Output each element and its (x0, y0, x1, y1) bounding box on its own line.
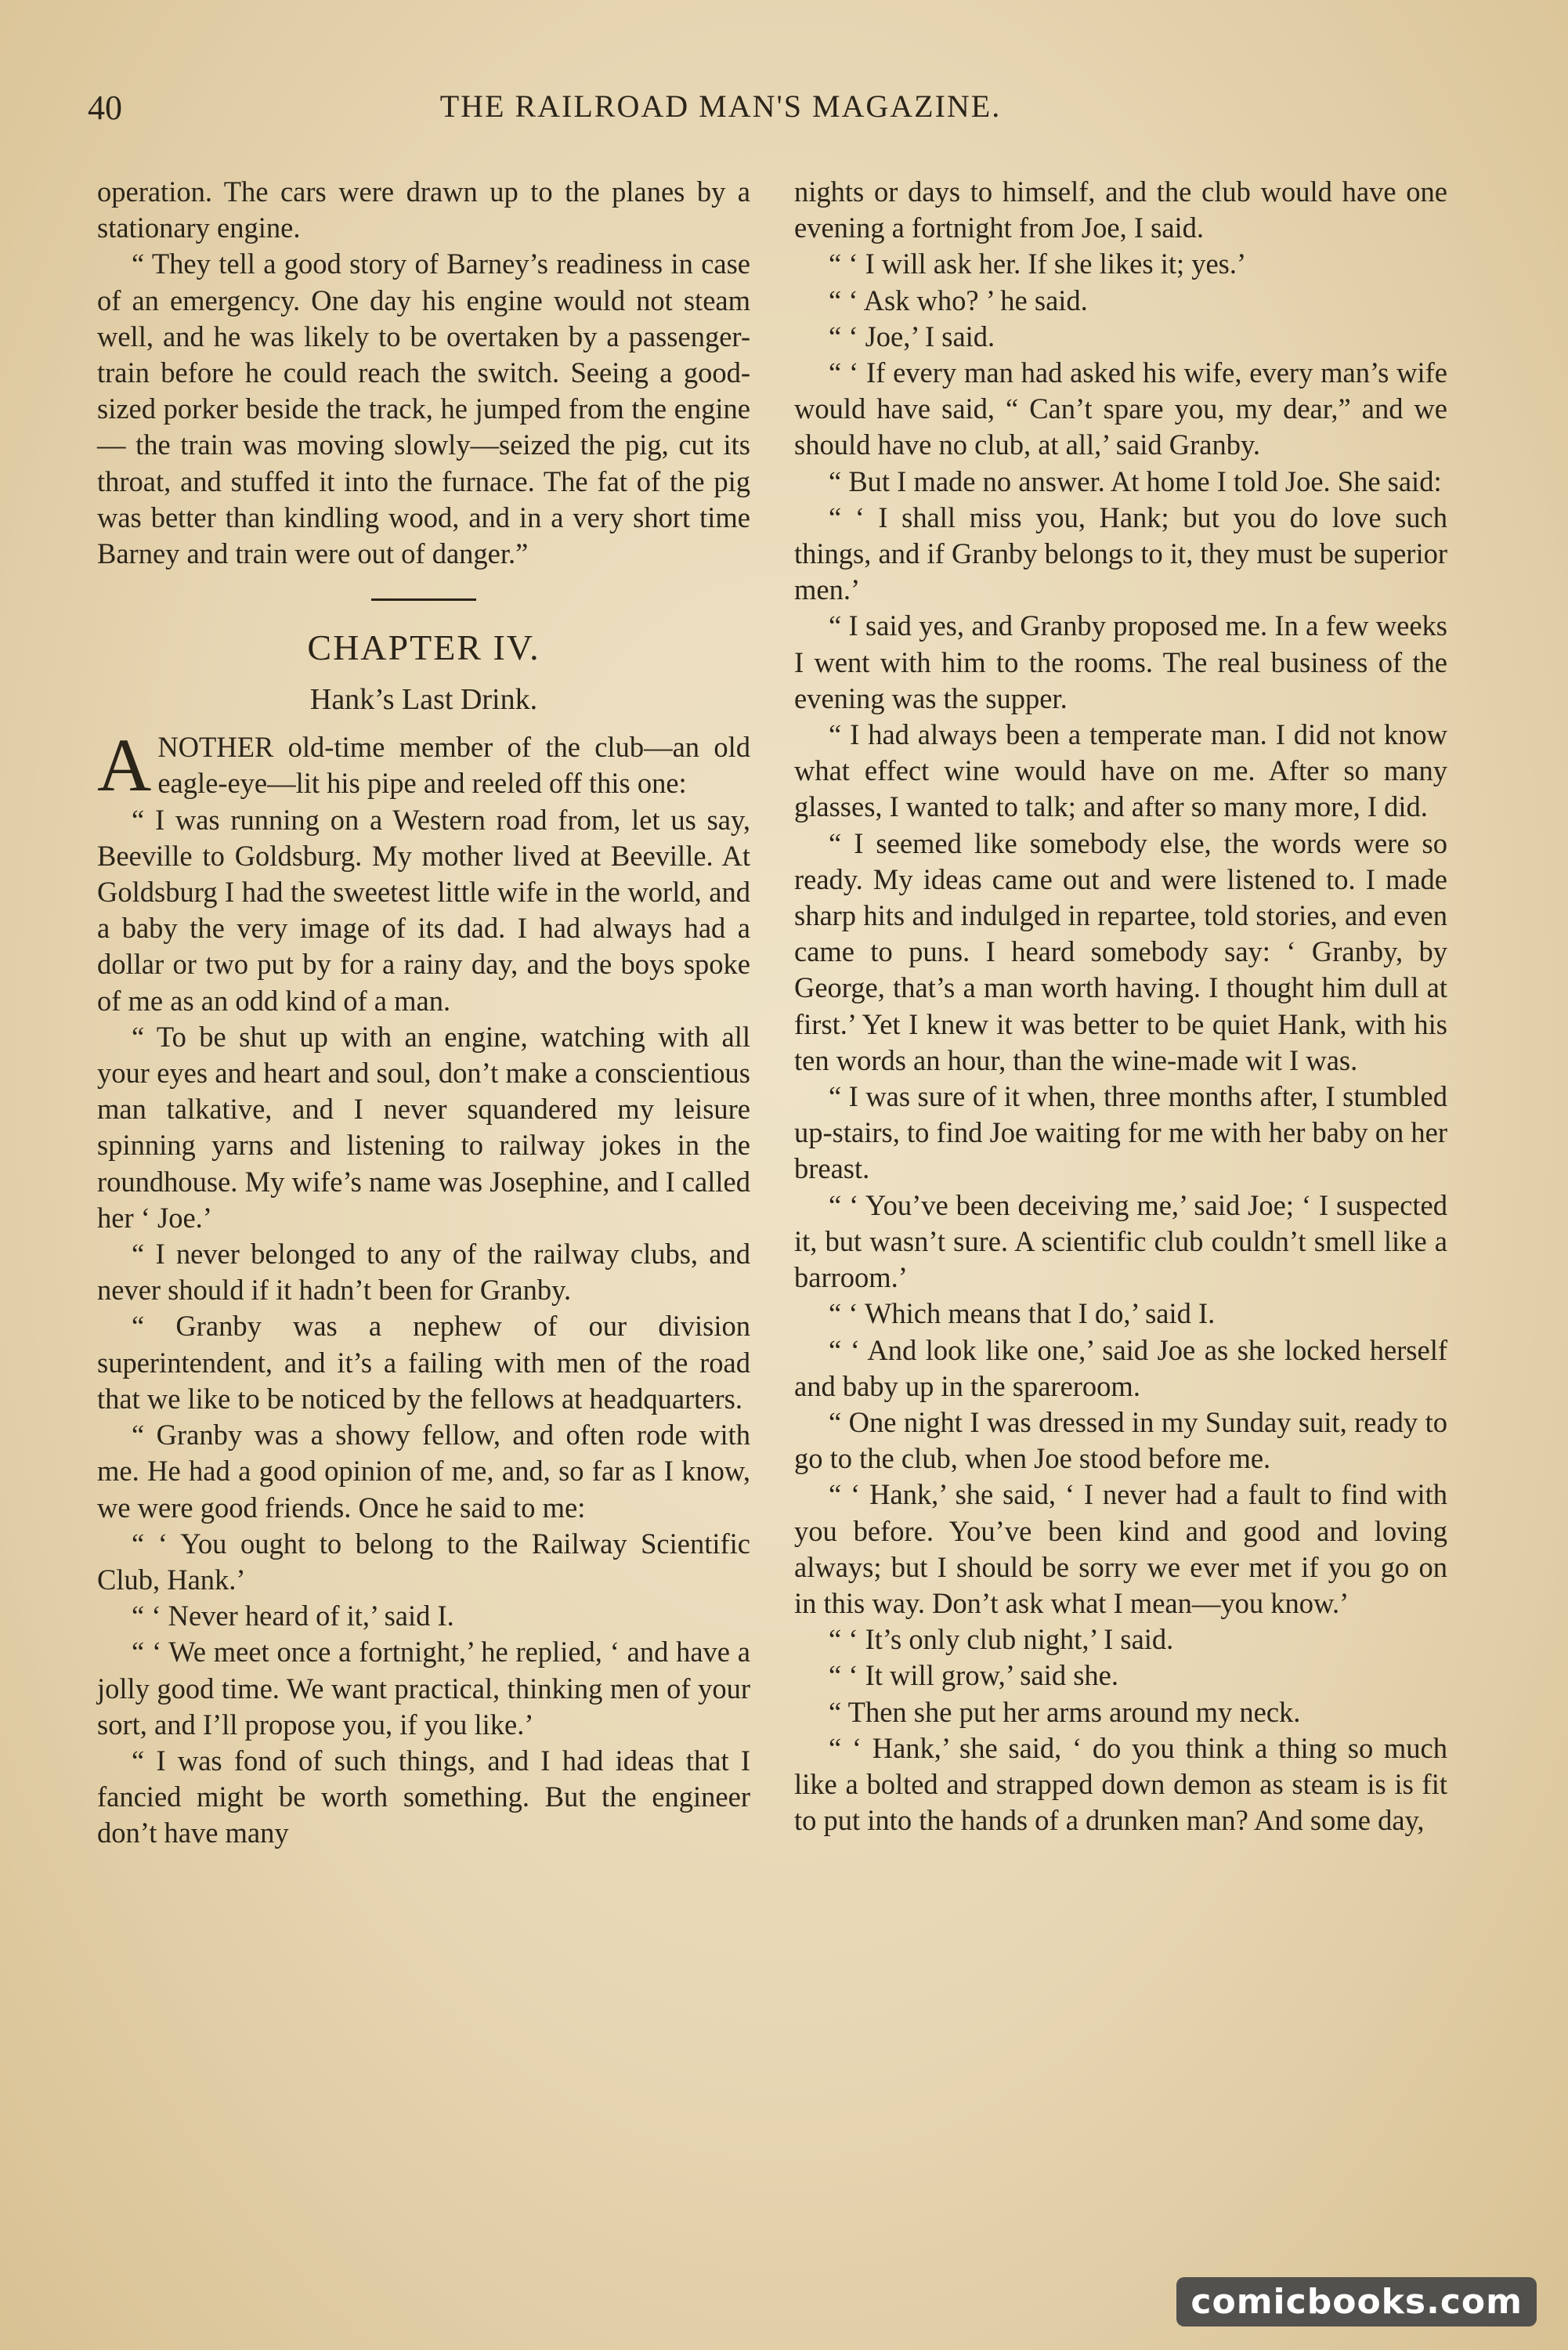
paragraph: “ ‘ Hank,’ she said, ‘ I never had a fault to find with you before. You’ve been kind and good and loving always; but I should be sorry we ever met if you go on in this way. Don’t ask what I mean—you know.’ (794, 1478, 1447, 1619)
paragraph: “ ‘ And look like one,’ said Joe as she locked herself and baby up in the spareroom. (794, 1333, 1447, 1402)
paragraph: “ ‘ It will grow,’ said she. (829, 1659, 1118, 1692)
paragraph: “ ‘ You’ve been deceiving me,’ said Joe; ‘ I suspected it, but wasn’t sure. A scientific club couldn’t smell like a barroom.’ (794, 1188, 1447, 1294)
paragraph: “ ‘ Hank,’ she said, ‘ do you think a thing so much like a bolted and strapped down demon as steam is is fit to put into the hands of a drunken man? And some day, (794, 1731, 1447, 1837)
page-number: 40 (88, 89, 122, 127)
paragraph: “ ‘ I shall miss you, Hank; but you do love such things, and if Granby belongs to it, they must be superior men.’ (794, 501, 1447, 606)
paragraph: “ Granby was a showy fellow, and often rode with me. He had a good opinion of me, and, so far as I know, we were good friends. Once he said to me: (97, 1419, 750, 1524)
paragraph: nights or days to himself, and the club would have one evening a fortnight from Joe, I said. (794, 175, 1447, 244)
paragraph: “ But I made no answer. At home I told Joe. She said: (829, 465, 1442, 497)
drop-cap: A (97, 723, 152, 808)
paragraph: “ ‘ Joe,’ I said. (829, 320, 995, 352)
chapter-subtitle: Hank’s Last Drink. (309, 683, 538, 717)
right-column (794, 174, 1447, 1838)
paragraph: “ I never belonged to any of the railway clubs, and never should if it hadn’t been for Granby. (97, 1238, 750, 1307)
paragraph: “ ‘ I will ask her. If she likes it; yes.’ (829, 248, 1247, 280)
paragraph: operation. The cars were drawn up to the planes by a stationary engine. (97, 175, 750, 244)
paragraph: “ Then she put her arms around my neck. (829, 1695, 1301, 1728)
paragraph: “ To be shut up with an engine, watching with all your eyes and heart and soul, don’t make a conscientious man talkative, and I never squandered my leisure spinning yarns and listening to railway jokes in the roundhouse. My wife’s name was Josephine, and I called her ‘ Joe.’ (97, 1020, 750, 1234)
paragraph: “ I seemed like somebody else, the words were so ready. My ideas came out and were listened to. I made sharp hits and indulged in repartee, told stories, and even came to puns. I heard somebody say: ‘ Granby, by George, that’s a man worth having. I thought him dull at first.’ Yet I knew it was better to be quiet Hank, with his ten words an hour, than the wine-made wit I was. (794, 826, 1447, 1076)
watermark-badge: comicbooks.com (1176, 2277, 1537, 2326)
paragraph: “ ‘ If every man had asked his wife, every man’s wife would have said, “ Can’t spare you, my dear,” and we should have no club, at all,’ said Granby. (794, 356, 1447, 461)
paragraph: “ ‘ Never heard of it,’ said I. (132, 1600, 454, 1632)
paragraph: “ I said yes, and Granby proposed me. In a few weeks I went with him to the rooms. The real business of the evening was the supper. (794, 609, 1447, 714)
paragraph: “ Granby was a nephew of our division superintendent, and it’s a failing with men of the road that we like to be noticed by the fellows at headquarters. (97, 1310, 750, 1415)
paragraph: “ I had always been a temperate man. I did not know what effect wine would have on me. After so many glasses, I wanted to talk; and after so many more, I did. (794, 718, 1447, 823)
paragraph-text: NOTHER old-time member of the club—an old eagle-eye—lit his pipe and reeled off this one: (157, 731, 750, 800)
paragraph: “ I was sure of it when, three months after, I stumbled up-stairs, to find Joe waiting for me with her baby on her breast. (794, 1080, 1447, 1185)
left-column (97, 174, 750, 1852)
paragraph: “ ‘ Ask who? ’ he said. (829, 284, 1088, 316)
chapter-title: CHAPTER IV. (307, 627, 540, 668)
paragraph: “ I was fond of such things, and I had ideas that I fancied might be worth something. But the engineer don’t have many (97, 1744, 750, 1849)
paragraph-drop-cap (97, 723, 750, 808)
section-divider (371, 598, 476, 601)
paragraph: “ ‘ You ought to belong to the Railway Scientific Club, Hank.’ (97, 1527, 750, 1596)
paragraph: “ ‘ We meet once a fortnight,’ he replied, ‘ and have a jolly good time. We want practical, thinking men of your sort, and I’ll propose you, if you like.’ (97, 1636, 750, 1741)
paragraph: “ I was running on a Western road from, let us say, Beeville to Goldsburg. My mother lived at Beeville. At Goldsburg I had the sweetest little wife in the world, and a baby the very image of its dad. I had always had a dollar or two put by for a rainy day, and the boys spoke of me as an odd kind of a man. (97, 803, 750, 1017)
paragraph: “ ‘ Which means that I do,’ said I. (829, 1297, 1216, 1330)
running-title: THE RAILROAD MAN'S MAGAZINE. (439, 89, 1002, 124)
paragraph: “ ‘ It’s only club night,’ I said. (829, 1623, 1174, 1656)
paragraph: “ One night I was dressed in my Sunday suit, ready to go to the club, when Joe stood before me. (794, 1405, 1447, 1475)
paragraph: “ They tell a good story of Barney’s readiness in case of an emergency. One day his engine would not steam well, and he was likely to be overtaken by a passenger-train before he could reach the switch. Seeing a good-sized porker beside the track, he jumped from the engine — the train was moving slowly—seized the pig, cut its throat, and stuffed it into the furnace. The fat of the pig was better than kindling wood, and in a very short time Barney and train were out of danger.” (97, 248, 750, 570)
